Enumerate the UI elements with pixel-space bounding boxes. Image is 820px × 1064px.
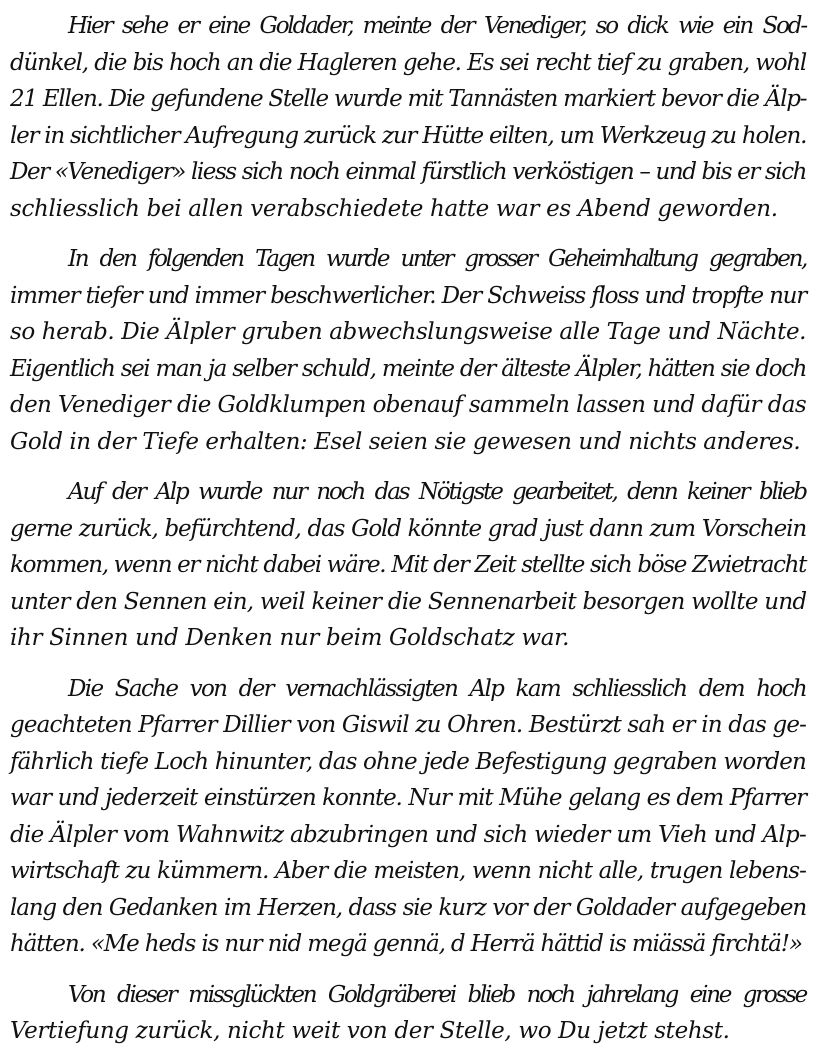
text-line: Hier sehe er eine Goldader, meinte der Venediger, so dick wie ein Sod- (68, 13, 806, 39)
text-line: den Venediger die Goldklumpen obenauf sammeln lassen und dafür das (10, 392, 806, 418)
document-page (10, 8, 806, 1064)
text-line: schliesslich bei allen verabschiedete hatte war es Abend geworden. (10, 195, 778, 222)
text-line: In den folgenden Tagen wurde unter grosser Geheimhaltung gegraben, (68, 246, 806, 272)
text-line: kommen, wenn er nicht dabei wäre. Mit der Zeit stellte sich böse Zwietracht (10, 552, 806, 578)
text-line: geachteten Pfarrer Dillier von Giswil zu Ohren. Bestürzt sah er in das ge- (10, 712, 806, 738)
text-line: immer tiefer und immer beschwerlicher. Der Schweiss floss und tropfte nur (10, 282, 806, 309)
text-line: Eigentlich sei man ja selber schuld, meinte der älteste Älpler, hätten sie doch (10, 355, 806, 382)
paragraph (10, 241, 806, 460)
text-line: Die Sache von der vernachlässigten Alp kam schliesslich dem hoch (68, 675, 806, 702)
text-line: Auf der Alp wurde nur noch das Nötigste gearbeitet, denn keiner blieb (68, 479, 806, 505)
text-line: dünkel, die bis hoch an die Hagleren gehe. Es sei recht tief zu graben, wohl (10, 49, 806, 76)
text-line: die Älpler vom Wahnwitz abzubringen und sich wieder um Vieh und Alp- (10, 821, 806, 848)
text-line: unter den Sennen ein, weil keiner die Sennenarbeit besorgen wollte und (10, 588, 807, 615)
text-line: hätten. «Me heds is nur nid megä gennä, d Herrä hättid is miässä firchtä!» (10, 931, 802, 957)
text-line: lang den Gedanken im Herzen, dass sie kurz vor der Goldader aufgegeben (10, 894, 806, 921)
text-line: war und jederzeit einstürzen konnte. Nur mit Mühe gelang es dem Pfarrer (10, 785, 806, 811)
paragraph (10, 474, 806, 657)
paragraph (10, 671, 806, 963)
text-line: Gold in der Tiefe erhalten: Esel seien sie gewesen und nichts anderes. (10, 428, 801, 455)
text-line: Von dieser missglückten Goldgräberei blieb noch jahrelang eine grosse (68, 981, 806, 1008)
text-line: fährlich tiefe Loch hinunter, das ohne jede Befestigung gegraben worden (10, 748, 806, 775)
text-line: gerne zurück, befürchtend, das Gold könnte grad just dann zum Vorschein (10, 515, 806, 542)
paragraph (10, 977, 806, 1050)
paragraph (10, 8, 806, 227)
text-line: ihr Sinnen und Denken nur beim Goldschatz war. (10, 625, 570, 651)
text-line: wirtschaft zu kümmern. Aber die meisten, wenn nicht alle, trugen lebens- (10, 858, 806, 884)
text-line: 21 Ellen. Die gefundene Stelle wurde mit Tannästen markiert bevor die Älp- (10, 86, 807, 112)
text-line: so herab. Die Älpler gruben abwechslungsweise alle Tage und Nächte. (10, 319, 806, 345)
text-line: ler in sichtlicher Aufregung zurück zur Hütte eilten, um Werkzeug zu holen. (10, 122, 807, 149)
text-line: Vertiefung zurück, nicht weit von der Stelle, wo Du jetzt stehst. (10, 1018, 730, 1044)
text-line: Der «Venediger» liess sich noch einmal fürstlich verköstigen – und bis er sich (10, 159, 806, 185)
